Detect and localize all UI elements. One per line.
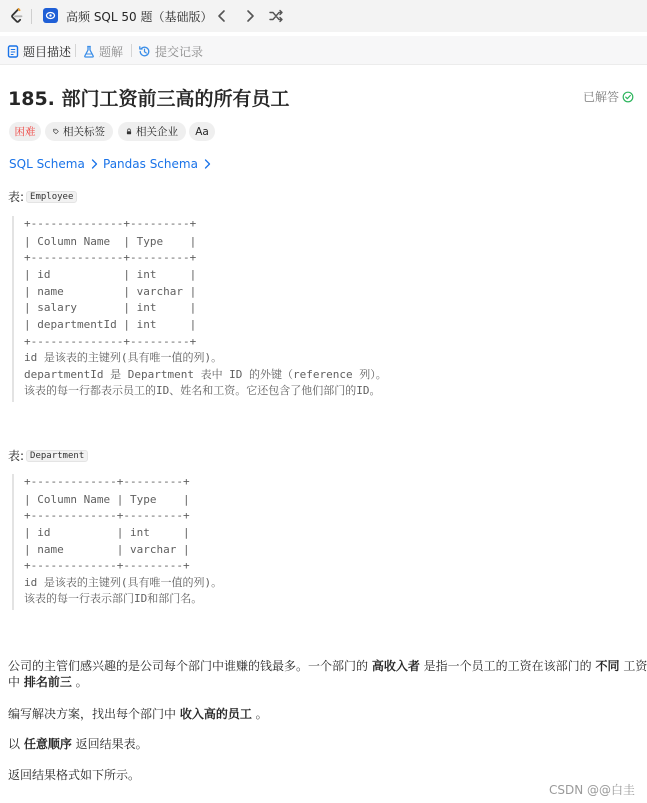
emphasis: 收入高的员工 xyxy=(179,707,252,721)
text: 工资 xyxy=(619,659,647,673)
schema-line: | name | varchar | xyxy=(24,285,197,298)
description-paragraph xyxy=(8,735,148,752)
schema-line: | salary | int | xyxy=(24,301,197,314)
font-size-button[interactable] xyxy=(189,122,215,141)
text: 中 xyxy=(8,675,24,689)
schema-line: 该表的每一行表示部门ID和部门名。 xyxy=(24,592,203,605)
table-prefix: 表: xyxy=(8,449,25,463)
tab-description[interactable] xyxy=(7,43,71,60)
tab-description-label: 题目描述 xyxy=(23,45,72,59)
description-paragraph xyxy=(8,705,268,722)
divider xyxy=(31,9,32,24)
schema-line: +-------------+---------+ xyxy=(24,509,190,522)
schema-line: 该表的每一行都表示员工的ID、姓名和工资。它还包含了他们部门的ID。 xyxy=(24,384,381,397)
employee-table-name: Employee xyxy=(26,191,77,203)
schema-line: | name | varchar | xyxy=(24,543,190,556)
font-size-icon: Aa xyxy=(195,125,209,138)
employee-schema-block xyxy=(12,216,387,402)
shuffle-icon[interactable] xyxy=(268,8,284,24)
watermark-text: CSDN @@白圭 xyxy=(549,783,636,797)
chevron-right-icon[interactable] xyxy=(242,8,258,24)
department-table-label xyxy=(8,447,88,464)
schema-line: +-------------+---------+ xyxy=(24,559,190,572)
schema-line: id 是该表的主键列(具有唯一值的列)。 xyxy=(24,351,223,364)
schema-line: +--------------+---------+ xyxy=(24,251,197,264)
schema-line: departmentId 是 Department 表中 ID 的外键（reference 列）。 xyxy=(24,368,387,381)
tab-solutions[interactable] xyxy=(83,43,123,60)
chevron-right-icon xyxy=(91,159,98,169)
divider xyxy=(131,44,132,57)
check-circle-icon xyxy=(622,91,634,103)
emphasis: 任意顺序 xyxy=(23,737,72,751)
employee-table-label xyxy=(8,188,77,205)
pandas-schema-label: Pandas Schema xyxy=(103,157,198,171)
sql-schema-link[interactable] xyxy=(9,157,98,171)
pandas-schema-link[interactable] xyxy=(103,157,211,171)
text: 。 xyxy=(251,707,268,721)
related-companies-button[interactable] xyxy=(118,122,186,141)
study-plan-title[interactable]: 高频 SQL 50 题（基础版） xyxy=(66,10,213,24)
leetcode-logo-icon[interactable] xyxy=(8,7,26,25)
study-plan-icon xyxy=(43,8,58,23)
description-paragraph: 返回结果格式如下所示。 xyxy=(8,768,141,782)
sql-schema-label: SQL Schema xyxy=(9,157,85,171)
chevron-left-icon[interactable] xyxy=(214,8,230,24)
schema-line: | Column Name | Type | xyxy=(24,235,197,248)
text: 编写解决方案，找出每个部门中 xyxy=(8,707,180,721)
department-schema-block xyxy=(12,474,223,610)
tag-icon xyxy=(53,126,59,137)
schema-line: | id | int | xyxy=(24,526,190,539)
emphasis: 高收入者 xyxy=(371,659,420,673)
schema-line: +--------------+---------+ xyxy=(24,217,197,230)
top-bar xyxy=(0,0,647,32)
schema-line: | id | int | xyxy=(24,268,197,281)
difficulty-badge xyxy=(9,122,41,141)
description-paragraph xyxy=(8,657,647,674)
tab-bar xyxy=(0,36,647,65)
tab-submissions-label: 提交记录 xyxy=(155,45,204,59)
schema-line: +--------------+---------+ xyxy=(24,335,197,348)
problem-title: 185. 部门工资前三高的所有员工 xyxy=(8,88,290,110)
schema-line: id 是该表的主键列(具有唯一值的列)。 xyxy=(24,576,223,589)
difficulty-label: 困难 xyxy=(14,126,36,138)
department-table-name: Department xyxy=(26,450,88,462)
lock-icon xyxy=(126,126,132,137)
table-prefix: 表: xyxy=(8,190,25,204)
emphasis: 排名前三 xyxy=(23,675,72,689)
flask-icon xyxy=(83,45,95,58)
related-tags-button[interactable] xyxy=(45,122,113,141)
related-tags-label: 相关标签 xyxy=(63,126,105,138)
description-paragraph xyxy=(8,673,88,690)
history-icon xyxy=(138,45,151,58)
text: 公司的主管们感兴趣的是公司每个部门中谁赚的钱最多。一个部门的 xyxy=(8,659,372,673)
text: 。 xyxy=(71,675,88,689)
schema-line: +-------------+---------+ xyxy=(24,475,190,488)
text: 是指一个员工的工资在该部门的 xyxy=(419,659,596,673)
solved-label: 已解答 xyxy=(583,90,620,104)
schema-line: | Column Name | Type | xyxy=(24,493,190,506)
chevron-right-icon xyxy=(204,159,211,169)
tab-solutions-label: 题解 xyxy=(99,45,124,59)
schema-line: | departmentId | int | xyxy=(24,318,197,331)
tab-submissions[interactable] xyxy=(138,43,203,60)
related-companies-label: 相关企业 xyxy=(136,126,178,138)
solved-status xyxy=(583,88,634,105)
emphasis: 不同 xyxy=(595,659,620,673)
text: 返回结果表。 xyxy=(71,737,148,751)
document-icon xyxy=(7,45,19,58)
text: 以 xyxy=(8,737,24,751)
divider xyxy=(75,44,76,57)
